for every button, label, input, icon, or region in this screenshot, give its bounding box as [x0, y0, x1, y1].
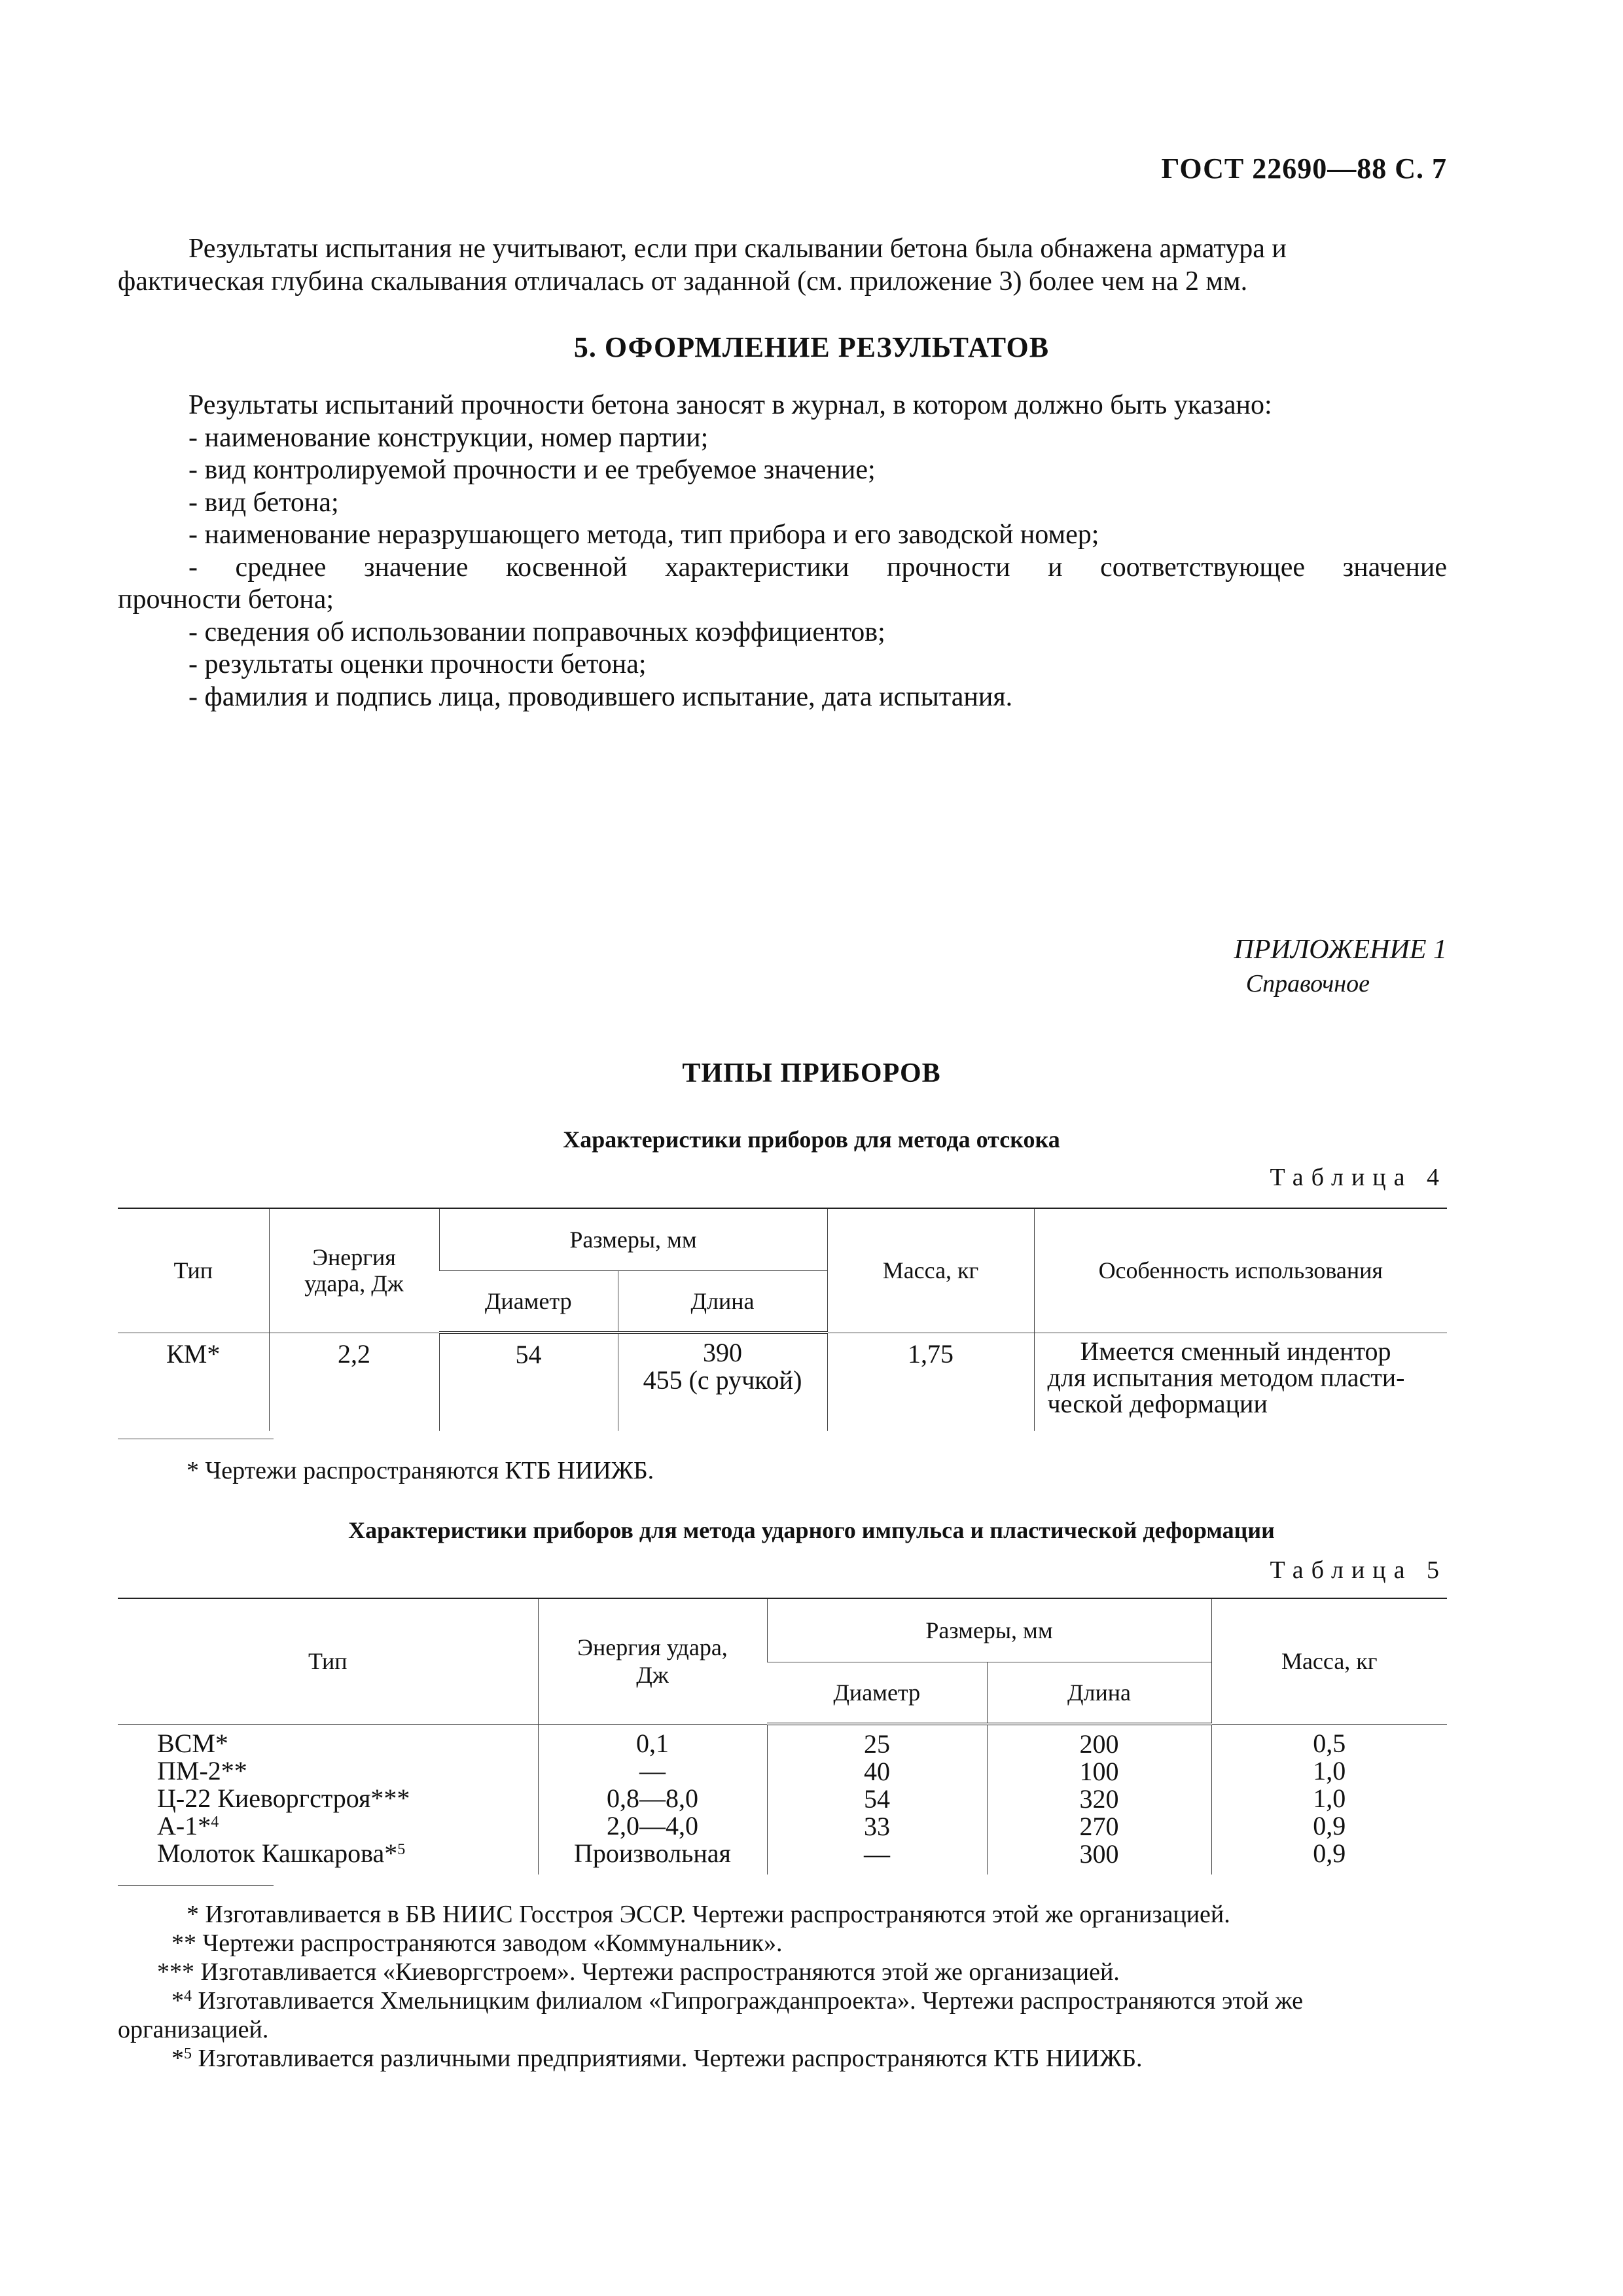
table5-header-type: Тип: [118, 1598, 538, 1724]
table4-header-length: Длина: [618, 1270, 827, 1333]
types-title: ТИПЫ ПРИБОРОВ: [682, 1058, 941, 1088]
appendix-heading: [1234, 933, 1447, 1001]
list-item-continuation: прочности бетона;: [118, 584, 334, 615]
table4-cell-feature: [1034, 1333, 1447, 1431]
intro-line-2: фактическая глубина скалывания отличалась от заданной (см. приложение 3) более чем на 2 мм.: [118, 266, 1248, 296]
table5-col-length: [987, 1724, 1211, 1874]
table5-length-cell: 200: [1079, 1729, 1119, 1759]
list-item: - наименование неразрушающего метода, тип прибора и его заводской номер;: [188, 520, 1099, 550]
appendix-title: ПРИЛОЖЕНИЕ 1: [1234, 935, 1447, 965]
table-row: [118, 1724, 1447, 1874]
table4-cell-length: [618, 1333, 827, 1431]
table5-length-cell: 100: [1079, 1757, 1119, 1786]
table4-label: Таблица 4: [1270, 1164, 1447, 1191]
table5-header-diameter: Диаметр: [767, 1662, 987, 1724]
table5-header-mass: Масса, кг: [1211, 1598, 1447, 1724]
table5-mass-cell: 0,9: [1313, 1838, 1346, 1868]
table4-header-diameter: Диаметр: [439, 1270, 618, 1333]
intro-paragraph: [118, 232, 1447, 298]
table4-feature-line: ческой деформации: [1047, 1388, 1268, 1418]
table5-length-cell: 300: [1079, 1839, 1119, 1869]
table5-energy-cell: Произвольная: [574, 1838, 731, 1868]
table5-energy-cell: —: [639, 1755, 666, 1785]
footnote-4: *$^4$ Изготавливается Хмельницким филиалом «Гипрогражданпроекта». Чертежи распространяются этой же: [171, 1987, 1304, 2015]
table5-col-diameter: [767, 1724, 987, 1874]
table4-header-energy: Энергия удара, Дж: [269, 1208, 439, 1333]
footnote-5: *$^5$ Изготавливается различными предприятиями. Чертежи распространяются КТБ НИИЖБ.: [171, 2045, 1143, 2072]
footnote-3: *** Изготавливается «Киеворгстроем». Чертежи распространяются этой же организацией.: [157, 1958, 1120, 1986]
table4-cell-energy: 2,2: [269, 1333, 439, 1431]
table4-cell-mass: 1,75: [827, 1333, 1034, 1431]
intro-line-1: Результаты испытания не учитывают, если при скалывании бетона была обнажена арматура и: [188, 234, 1287, 264]
table5-diameter-cell: 25: [864, 1729, 890, 1759]
table5-header-sizes: Размеры, мм: [767, 1598, 1211, 1662]
table5-mass-cell: 1,0: [1313, 1755, 1346, 1785]
table5-header-length: Длина: [987, 1662, 1211, 1724]
footnote-2: ** Чертежи распространяются заводом «Коммунальник».: [171, 1929, 783, 1957]
table4-header-type: Тип: [118, 1208, 269, 1333]
list-item: - среднее значение косвенной характеристики прочности и соответствующее значение: [188, 552, 1447, 583]
table4-footnote: * Чертежи распространяются КТБ НИИЖБ.: [187, 1457, 654, 1484]
list-item: - результаты оценки прочности бетона;: [188, 649, 647, 679]
table5-type-cell: А-1*$^4$: [157, 1810, 219, 1840]
table5-diameter-cell: 40: [864, 1757, 890, 1786]
results-list: [118, 389, 1447, 713]
table4-header-sizes: Размеры, мм: [439, 1208, 827, 1270]
list-item: - наименование конструкции, номер партии;: [188, 422, 709, 453]
table5-length-cell: 320: [1079, 1784, 1119, 1814]
table5-energy-cell: 0,8—8,0: [607, 1783, 698, 1813]
section-title: 5. ОФОРМЛЕНИЕ РЕЗУЛЬТАТОВ: [573, 331, 1050, 363]
table4-caption: Характеристики приборов для метода отскока: [563, 1126, 1060, 1153]
table4-header-mass: Масса, кг: [827, 1208, 1034, 1333]
table5-type-cell: ПМ-2**: [157, 1755, 247, 1785]
table4: [118, 1208, 1447, 1431]
table4-cell-diameter: 54: [439, 1333, 618, 1431]
table5-col-energy: [538, 1724, 767, 1874]
table5-mass-cell: 0,5: [1313, 1728, 1346, 1758]
list-item: - вид контролируемой прочности и ее требуемое значение;: [188, 455, 876, 485]
table5: [118, 1598, 1447, 1874]
footnote-rule: [118, 1885, 274, 1886]
table5-header-energy: Энергия удара, Дж: [538, 1598, 767, 1724]
table5-length-cell: 270: [1079, 1812, 1119, 1841]
list-lead: Результаты испытаний прочности бетона заносят в журнал, в котором должно быть указано:: [188, 390, 1272, 420]
table5-footnotes: [118, 1900, 1447, 2073]
table5-caption: Характеристики приборов для метода ударного импульса и пластической деформации: [348, 1517, 1275, 1543]
table5-mass-cell: 0,9: [1313, 1810, 1346, 1840]
table4-header-feature: Особенность использования: [1034, 1208, 1447, 1333]
table4-cell-type: КМ*: [166, 1338, 221, 1369]
table5-col-mass: [1211, 1724, 1447, 1874]
table4-length-line: 390: [703, 1338, 742, 1367]
table4-length-line: 455 (с ручкой): [643, 1365, 802, 1395]
table5-energy-cell: 2,0—4,0: [607, 1810, 698, 1840]
list-item: - вид бетона;: [188, 487, 339, 518]
table5-energy-cell: 0,1: [636, 1728, 669, 1758]
table5-col-type: [118, 1724, 538, 1874]
list-item: - сведения об использовании поправочных коэффициентов;: [188, 617, 885, 647]
table4-feature-line: Имеется сменный индентор: [1080, 1336, 1391, 1366]
footnote-4-continuation: организацией.: [118, 2016, 269, 2043]
table5-diameter-cell: —: [864, 1839, 890, 1869]
table5-mass-cell: 1,0: [1313, 1783, 1346, 1813]
table5-type-cell: Молоток Кашкарова*$^5$: [157, 1838, 406, 1868]
footnote-1: * Изготавливается в БВ НИИС Госстроя ЭССР. Чертежи распространяются этой же организацией.: [187, 1901, 1230, 1928]
table4-feature-line: для испытания методом пласти-: [1047, 1362, 1405, 1392]
table5-type-cell: Ц-22 Киеворгстроя***: [157, 1783, 410, 1813]
table5-type-cell: ВСМ*: [157, 1728, 228, 1758]
appendix-subtitle: Справочное: [1245, 970, 1370, 997]
table5-label: Таблица 5: [1270, 1556, 1447, 1584]
list-item: - фамилия и подпись лица, проводившего испытание, дата испытания.: [188, 681, 1013, 712]
table5-diameter-cell: 33: [864, 1812, 890, 1841]
table5-diameter-cell: 54: [864, 1784, 890, 1814]
page-header: ГОСТ 22690—88 С. 7: [1161, 152, 1447, 185]
table-row: [118, 1333, 1447, 1431]
